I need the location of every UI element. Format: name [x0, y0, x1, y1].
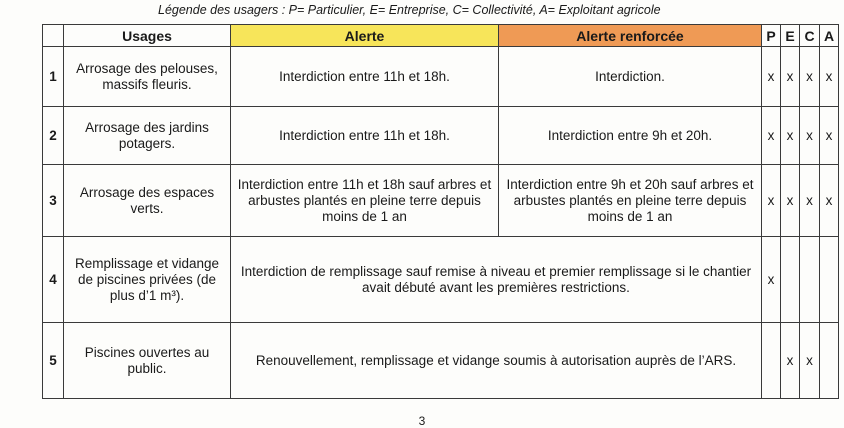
flag-a: x [820, 107, 839, 165]
flag-a: x [820, 47, 839, 107]
renforcee-cell: Interdiction. [499, 47, 762, 107]
flag-c: x [800, 47, 820, 107]
flag-a [820, 323, 839, 399]
row-number: 1 [43, 47, 64, 107]
usage-cell: Arrosage des espaces verts. [64, 165, 231, 237]
header-alerte: Alerte [231, 25, 499, 47]
flag-c: x [800, 165, 820, 237]
header-num [43, 25, 64, 47]
flag-e: x [781, 165, 800, 237]
flag-c: x [800, 107, 820, 165]
table-row [43, 323, 839, 399]
flag-e: x [781, 47, 800, 107]
renforcee-cell: Interdiction entre 9h et 20h. [499, 107, 762, 165]
flag-p [762, 323, 781, 399]
flag-a [820, 237, 839, 323]
flag-a: x [820, 165, 839, 237]
flag-p: x [762, 107, 781, 165]
flag-p: x [762, 165, 781, 237]
header-e: E [781, 25, 800, 47]
usage-cell: Remplissage et vidange de piscines privées (de plus d’1 m³). [64, 237, 231, 323]
alerte-cell: Interdiction entre 11h et 18h. [231, 107, 499, 165]
flag-c: x [800, 323, 820, 399]
flag-c [800, 237, 820, 323]
flag-e: x [781, 323, 800, 399]
row-number: 2 [43, 107, 64, 165]
row-number: 5 [43, 323, 64, 399]
header-a: A [820, 25, 839, 47]
header-p: P [762, 25, 781, 47]
usage-cell: Arrosage des pelouses, massifs fleuris. [64, 47, 231, 107]
table-row [43, 47, 839, 107]
header-alerte-renforcee: Alerte renforcée [499, 25, 762, 47]
alerte-cell: Interdiction entre 11h et 18h. [231, 47, 499, 107]
restrictions-table [42, 24, 839, 399]
page-number: 3 [418, 414, 426, 428]
header-row [43, 25, 839, 47]
row-number: 4 [43, 237, 64, 323]
header-c: C [800, 25, 820, 47]
flag-e: x [781, 107, 800, 165]
header-usages: Usages [64, 25, 231, 47]
alerte-cell: Interdiction entre 11h et 18h sauf arbres et arbustes plantés en pleine terre depuis moins de 1 an [231, 165, 499, 237]
table-row [43, 107, 839, 165]
renforcee-cell: Interdiction entre 9h et 20h sauf arbres et arbustes plantés en pleine terre depuis moins de 1 an [499, 165, 762, 237]
table-row [43, 237, 839, 323]
usage-cell: Arrosage des jardins potagers. [64, 107, 231, 165]
flag-e [781, 237, 800, 323]
table-row [43, 165, 839, 237]
restriction-cell: Renouvellement, remplissage et vidange soumis à autorisation auprès de l’ARS. [231, 323, 762, 399]
usage-cell: Piscines ouvertes au public. [64, 323, 231, 399]
flag-p: x [762, 47, 781, 107]
flag-p: x [762, 237, 781, 323]
legend-text: Légende des usagers : P= Particulier, E= Entreprise, C= Collectivité, A= Exploitant agricole [158, 3, 661, 17]
restriction-cell: Interdiction de remplissage sauf remise à niveau et premier remplissage si le chantier avait débuté avant les premières restrictions. [231, 237, 762, 323]
row-number: 3 [43, 165, 64, 237]
